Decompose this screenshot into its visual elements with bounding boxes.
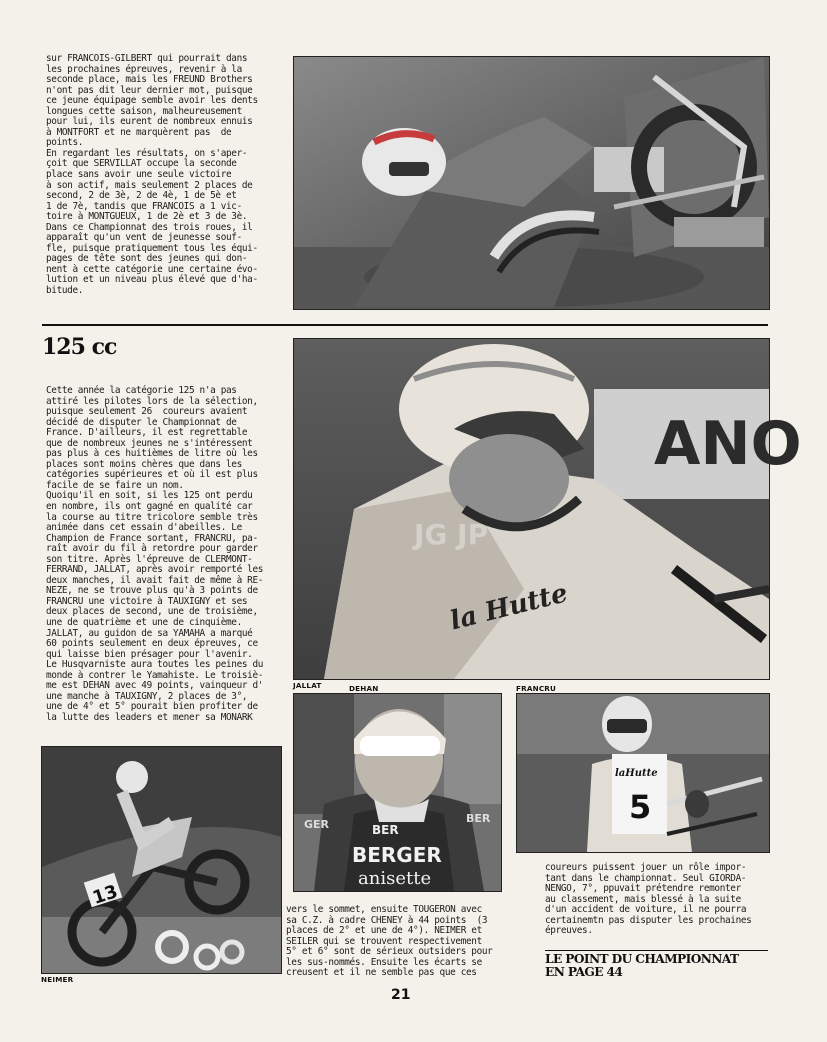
jersey-main: BERGER bbox=[352, 843, 442, 867]
jallat-photo bbox=[293, 338, 802, 680]
sidecar-rider-photo-icon bbox=[294, 57, 769, 309]
bib-text: la Hutte bbox=[447, 578, 571, 637]
jersey-top: BER bbox=[372, 823, 399, 837]
intro-paragraph: sur FRANCOIS-GILBERT qui pourrait dans les prochaines épreuves, revenir à la seconde place, mais les FREUND Brothers n'ont pas dit leur dernier mot, puisque ce jeune équipage semble avoir les dents longues cette saison, malheureusement pour lui, ils eurent de nombreux ennuis à MONTFORT et ne marquèrent pas de points. En regardant les résultats, on s'aper- çoit que SERVILLAT occupe la seconde place sans avoir une seule victoire à son actif, mais seulement 2 places de second, 2 de 3è, 2 de 4è, 1 de 5è et 1 de 7è, tandis que FRANCOIS a 1 vic- toire à MONTGUEUX, 1 de 2è et 3 de 3è. Dans ce Championnat des trois roues, il apparaît qu'un vent de jeunesse souf- fle, puisque pratiquement tous les équi- pages de tête sont des jeunes qui don- nent à cette catégorie une certaine évo- lution et un niveau plus élevé que d'ha- bitude. bbox=[46, 53, 258, 297]
section-paragraph: Cette année la catégorie 125 n'a pas attiré les pilotes lors de la sélection, puisque seulement 26 coureurs avaient décidé de disputer le Championnat de France. D'ailleurs, il est regrettable que de nombreux jeunes ne s'intéressent pas plus à ces huitièmes de litre où les places sont moins chères que dans les catégories supérieures et où il est plus facile de se faire un nom. Quoiqu'il en soit, si les 125 ont perdu en nombre, ils ont gagné en qualité car la course au titre tricolore semble très animée dans cet essain d'abeilles. Le Champion de France sortant, FRANCRU, pa- raît avoir du fil à retordre pour garder son titre. Après l'épreuve de CLERMONT- FERRAND, JALLAT, après avoir remporté les deux manches, il avait fait de même à RE- NEZE, ne se trouve plus qu'à 3 points de FRANCRU une victoire à TAUXIGNY et ses deux places de second, une de troisième, une de quatrième et une de cinquième. JALLAT, au guidon de sa YAMAHA a marqué 60 points seulement en deux épreuves, ce qui laisse bien présager pour l'avenir. Le Husqvarniste aura toutes les peines du monde à contrer le Yamahiste. Le troisiè- me est DEHAN avec 49 points, vainqueur d' une manche à TAUXIGNY, 2 places de 3°, une de 4° et 5° pourait bien profiter de la lutte des leaders et mener sa MONARK bbox=[46, 385, 264, 723]
section-divider bbox=[42, 324, 768, 326]
caption-dehan: DEHAN bbox=[349, 684, 379, 693]
neimer-photo bbox=[41, 746, 282, 974]
bib-number: 5 bbox=[629, 788, 652, 826]
section-title: 125 cc bbox=[42, 334, 117, 360]
bib-brand: laHutte bbox=[615, 768, 658, 779]
sleeve-left: GER bbox=[304, 818, 330, 831]
rider-portrait-photo-icon bbox=[517, 694, 769, 852]
sleeve-right: BER bbox=[466, 812, 491, 825]
jersey-sub: anisette bbox=[358, 868, 432, 889]
caption-neimer: NEIMER bbox=[41, 975, 74, 984]
sidecar-photo bbox=[293, 56, 770, 310]
pointer-rule bbox=[545, 950, 768, 951]
middle-paragraph: vers le sommet, ensuite TOUGERON avec sa C.Z. à cadre CHENEY à 44 points (3 places de 2° et une de 4°). NEIMER et SEILER qui se trouvent respectivement 5° et 6° sont de sérieux outsiders pour les sus-nommés. Ensuite les écarts se creusent et il ne semble pas que ces bbox=[286, 904, 493, 979]
photo-watermark: JG JP bbox=[414, 518, 489, 551]
championship-pointer: LE POINT DU CHAMPIONNAT EN PAGE 44 bbox=[545, 952, 739, 979]
rider-portrait-photo-icon bbox=[294, 694, 501, 891]
caption-francru: FRANCRU bbox=[516, 684, 557, 693]
caption-jallat: JALLAT bbox=[293, 681, 322, 690]
right-paragraph: coureurs puissent jouer un rôle impor- tant dans le championnat. Seul GIORDA- NENGO, 7°, ppuvait prétendre remonter au classement, mais blessé à la suite d'un accident de voiture, il ne pourra certainemtn pas disputer les prochaines épreuves. bbox=[545, 862, 752, 937]
banner-text: ANO bbox=[654, 409, 802, 479]
helmeted-rider-photo-icon bbox=[294, 339, 802, 679]
francru-photo bbox=[516, 693, 770, 853]
page-number: 21 bbox=[391, 987, 411, 1003]
plate-number: 13 bbox=[90, 881, 121, 909]
jumping-bike-photo-icon bbox=[42, 747, 281, 973]
dehan-photo bbox=[293, 693, 502, 892]
